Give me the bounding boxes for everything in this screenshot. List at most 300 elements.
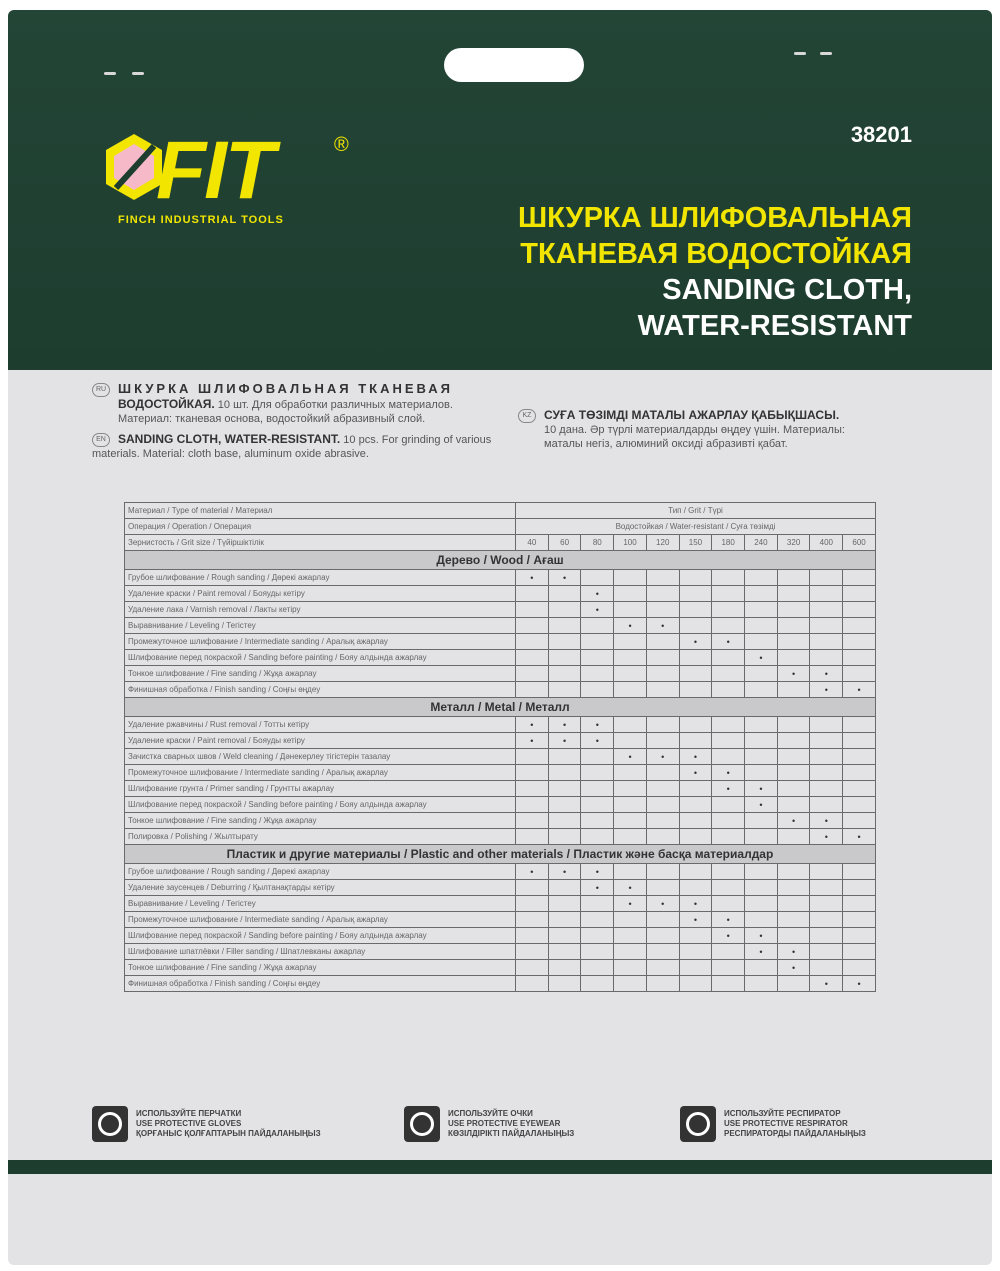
row-description: Грубое шлифование / Rough sanding / Дөрекі ажарлау: [125, 864, 516, 880]
fit-logo: [104, 125, 364, 240]
grit-cell: [843, 944, 876, 960]
table-row: [125, 602, 876, 618]
grit-cell: [777, 749, 810, 765]
table-row: [125, 896, 876, 912]
grit-cell: [679, 813, 712, 829]
grit-cell: [614, 960, 647, 976]
grit-cell: [810, 749, 843, 765]
seal-mark: [132, 72, 144, 75]
grit-cell: [516, 781, 549, 797]
product-package: [8, 10, 992, 1265]
grit-cell: [581, 960, 614, 976]
warning-line: USE PROTECTIVE GLOVES: [136, 1119, 242, 1128]
grit-cell: [614, 666, 647, 682]
grit-cell: [810, 896, 843, 912]
row-description: Промежуточное шлифование / Intermediate sanding / Аралық ажарлау: [125, 912, 516, 928]
grit-cell: [712, 749, 745, 765]
grit-cell: [581, 928, 614, 944]
grit-cell: [843, 960, 876, 976]
grit-cell: [679, 976, 712, 992]
grit-cell: [548, 682, 581, 698]
grit-cell: [843, 717, 876, 733]
grit-cell: [581, 896, 614, 912]
grit-cell: [548, 960, 581, 976]
grit-cell: [516, 618, 549, 634]
grit-mark: •: [810, 813, 843, 829]
grit-cell: [614, 797, 647, 813]
grit-cell: [843, 912, 876, 928]
grit-cell: [548, 829, 581, 845]
table-row: [125, 634, 876, 650]
grit-cell: [777, 781, 810, 797]
grit-cell: [679, 864, 712, 880]
goggles-icon: [404, 1106, 440, 1142]
grit-cell: [516, 666, 549, 682]
grit-mark: •: [777, 813, 810, 829]
grit-label: 180: [712, 535, 745, 551]
grit-cell: [712, 976, 745, 992]
table-row: [125, 650, 876, 666]
grit-mark: •: [745, 650, 778, 666]
grit-cell: [843, 896, 876, 912]
row-description: Удаление краски / Paint removal / Бояуды кетіру: [125, 586, 516, 602]
grit-cell: [679, 944, 712, 960]
grit-cell: [646, 682, 679, 698]
table-row: [125, 880, 876, 896]
grit-cell: [516, 976, 549, 992]
grit-cell: [712, 797, 745, 813]
grit-cell: [548, 813, 581, 829]
grit-cell: [843, 634, 876, 650]
grit-mark: •: [646, 618, 679, 634]
grit-cell: [810, 733, 843, 749]
grit-cell: [646, 586, 679, 602]
grit-cell: [548, 765, 581, 781]
grit-cell: [581, 944, 614, 960]
warning-line: ИСПОЛЬЗУЙТЕ РЕСПИРАТОР: [724, 1109, 841, 1118]
grit-cell: [777, 634, 810, 650]
grit-label: 240: [745, 535, 778, 551]
row-description: Шлифование шпатлёвки / Filler sanding / Шпатлевканы ажарлау: [125, 944, 516, 960]
article-number: 38201: [850, 122, 912, 147]
grit-cell: [646, 829, 679, 845]
grit-cell: [646, 960, 679, 976]
grit-cell: [548, 896, 581, 912]
grit-cell: [581, 813, 614, 829]
warning-line: USE PROTECTIVE EYEWEAR: [448, 1119, 561, 1128]
grit-label: 150: [679, 535, 712, 551]
title-ru-line-2: ТКАНЕВАЯ ВОДОСТОЙКАЯ: [520, 238, 912, 270]
grit-cell: [646, 765, 679, 781]
grit-cell: [516, 650, 549, 666]
grit-header-row: [125, 535, 876, 551]
grit-label: 60: [548, 535, 581, 551]
grit-cell: [810, 717, 843, 733]
grit-cell: [646, 813, 679, 829]
grit-cell: [614, 650, 647, 666]
logo-subtitle: FINCH INDUSTRIAL TOOLS: [118, 214, 284, 226]
grit-cell: [614, 602, 647, 618]
grit-mark: •: [712, 781, 745, 797]
grit-cell: [646, 912, 679, 928]
grit-mark: •: [679, 765, 712, 781]
header-group: Тип / Grit / Түрі: [516, 503, 876, 519]
product-title: [518, 200, 912, 344]
grit-cell: [581, 650, 614, 666]
grit-cell: [614, 864, 647, 880]
grit-cell: [712, 944, 745, 960]
grit-cell: [745, 749, 778, 765]
table-row: [125, 570, 876, 586]
grit-cell: [548, 944, 581, 960]
title-en-line-1: SANDING CLOTH,: [662, 274, 912, 306]
grit-cell: [548, 749, 581, 765]
grit-cell: [843, 602, 876, 618]
grit-cell: [581, 781, 614, 797]
grit-cell: [745, 813, 778, 829]
grit-mark: •: [843, 976, 876, 992]
grit-cell: [843, 650, 876, 666]
grit-cell: [712, 602, 745, 618]
section-title: Пластик и другие материалы / Plastic and other materials / Пластик және басқа материалдар: [125, 845, 876, 864]
grit-cell: [679, 797, 712, 813]
ru-lead: ШКУРКА ШЛИФОВАЛЬНАЯ ТКАНЕВАЯ: [118, 381, 454, 396]
grit-mark: •: [516, 570, 549, 586]
grit-mark: •: [712, 912, 745, 928]
grit-cell: [810, 586, 843, 602]
gloves-icon: [92, 1106, 128, 1142]
grit-label: 80: [581, 535, 614, 551]
grit-cell: [810, 960, 843, 976]
row-description: Выравнивание / Leveling / Тегістеу: [125, 618, 516, 634]
grit-cell: [679, 880, 712, 896]
grit-cell: [843, 666, 876, 682]
row-description: Промежуточное шлифование / Intermediate sanding / Аралық ажарлау: [125, 765, 516, 781]
section-row: [125, 551, 876, 570]
grit-cell: [777, 586, 810, 602]
row-description: Шлифование грунта / Primer sanding / Грунтты ажарлау: [125, 781, 516, 797]
grit-cell: [777, 765, 810, 781]
grit-cell: [581, 912, 614, 928]
grit-cell: [745, 602, 778, 618]
grit-mark: •: [777, 666, 810, 682]
grit-cell: [810, 928, 843, 944]
grit-cell: [614, 717, 647, 733]
grit-mark: •: [810, 682, 843, 698]
grit-cell: [810, 634, 843, 650]
grit-cell: [581, 682, 614, 698]
grit-cell: [810, 944, 843, 960]
grit-cell: [777, 896, 810, 912]
grit-cell: [712, 618, 745, 634]
grit-cell: [646, 864, 679, 880]
table-row: [125, 717, 876, 733]
row-description: Удаление заусенцев / Deburring / Қылтанақтарды кетіру: [125, 880, 516, 896]
grit-mark: •: [516, 717, 549, 733]
grit-cell: [679, 928, 712, 944]
row-description: Промежуточное шлифование / Intermediate sanding / Аралық ажарлау: [125, 634, 516, 650]
grit-mark: •: [548, 733, 581, 749]
warning-respirator: [680, 1106, 866, 1142]
table-row: [125, 586, 876, 602]
lang-badge-en: EN: [92, 433, 110, 447]
header-group: Водостойкая / Water-resistant / Суға төзімді: [516, 519, 876, 535]
grit-cell: [548, 976, 581, 992]
grit-cell: [745, 586, 778, 602]
grit-cell: [679, 618, 712, 634]
grit-cell: [810, 570, 843, 586]
grit-label: 400: [810, 535, 843, 551]
table-row: [125, 928, 876, 944]
grit-cell: [614, 976, 647, 992]
row-description: Шлифование перед покраской / Sanding before painting / Бояу алдында ажарлау: [125, 928, 516, 944]
grit-cell: [516, 896, 549, 912]
grit-cell: [777, 570, 810, 586]
grit-cell: [516, 880, 549, 896]
grit-cell: [679, 829, 712, 845]
hang-hole: [444, 48, 584, 82]
grit-cell: [712, 960, 745, 976]
grit-cell: [843, 781, 876, 797]
grit-cell: [843, 570, 876, 586]
grit-cell: [614, 912, 647, 928]
grit-cell: [745, 880, 778, 896]
grit-cell: [843, 880, 876, 896]
section-row: [125, 845, 876, 864]
grit-cell: [810, 781, 843, 797]
grit-cell: [810, 650, 843, 666]
grit-cell: [810, 864, 843, 880]
grit-cell: [548, 618, 581, 634]
row-description: Финишная обработка / Finish sanding / Соңғы өңдеу: [125, 976, 516, 992]
section-row: [125, 698, 876, 717]
table-row: [125, 618, 876, 634]
grit-cell: [614, 682, 647, 698]
seal-mark: [794, 52, 806, 55]
grit-cell: [843, 733, 876, 749]
grit-cell: [614, 944, 647, 960]
grit-label: 40: [516, 535, 549, 551]
row-description: Шлифование перед покраской / Sanding before painting / Бояу алдында ажарлау: [125, 797, 516, 813]
grit-cell: [843, 797, 876, 813]
warning-line: USE PROTECTIVE RESPIRATOR: [724, 1119, 848, 1128]
grit-cell: [712, 586, 745, 602]
lang-badge-kz: KZ: [518, 409, 536, 423]
grit-cell: [581, 829, 614, 845]
respirator-icon: [680, 1106, 716, 1142]
grit-cell: [548, 634, 581, 650]
grit-cell: [516, 813, 549, 829]
row-description: Полировка / Polishing / Жылтырату: [125, 829, 516, 845]
grit-cell: [679, 666, 712, 682]
grit-cell: [777, 880, 810, 896]
table-row: [125, 944, 876, 960]
grit-cell: [777, 717, 810, 733]
warning-line: КӨЗІЛДІРІКТІ ПАЙДАЛАНЫҢЫЗ: [448, 1129, 575, 1138]
ru-text: 10 шт. Для обработки различных материалов. Материал: тканевая основа, водостойкий абразивный слой.: [118, 399, 453, 426]
grit-mark: •: [745, 928, 778, 944]
grit-cell: [679, 586, 712, 602]
row-description: Грубое шлифование / Rough sanding / Дөрекі ажарлау: [125, 570, 516, 586]
description-ru-en: [92, 382, 502, 461]
grit-cell: [843, 618, 876, 634]
grit-cell: [745, 912, 778, 928]
grit-cell: [843, 749, 876, 765]
table-row: [125, 912, 876, 928]
grit-cell: [679, 602, 712, 618]
warning-line: РЕСПИРАТОРДЫ ПАЙДАЛАНЫҢЫЗ: [724, 1129, 866, 1138]
grit-cell: [548, 650, 581, 666]
table-header-row: [125, 519, 876, 535]
grit-mark: •: [614, 880, 647, 896]
grit-cell: [516, 797, 549, 813]
grit-cell: [679, 682, 712, 698]
warning-line: ҚОРҒАНЫС ҚОЛҒАПТАРЫН ПАЙДАЛАНЫҢЫЗ: [136, 1129, 321, 1138]
row-description: Выравнивание / Leveling / Тегістеу: [125, 896, 516, 912]
grit-label: 600: [843, 535, 876, 551]
grit-mark: •: [516, 864, 549, 880]
grit-cell: [712, 880, 745, 896]
en-lead: SANDING CLOTH, WATER-RESISTANT.: [118, 432, 341, 447]
grit-cell: [614, 733, 647, 749]
title-en-line-2: WATER-RESISTANT: [637, 310, 912, 342]
grit-cell: [516, 765, 549, 781]
ru-lead-2: ВОДОСТОЙКАЯ.: [118, 397, 215, 412]
warning-goggles: [404, 1106, 574, 1142]
grit-cell: [548, 928, 581, 944]
grit-cell: [646, 976, 679, 992]
grit-cell: [745, 733, 778, 749]
grit-cell: [777, 733, 810, 749]
table-row: [125, 960, 876, 976]
grit-mark: •: [712, 765, 745, 781]
row-description: Удаление краски / Paint removal / Бояуды кетіру: [125, 733, 516, 749]
row-description: Тонкое шлифование / Fine sanding / Жұқа ажарлау: [125, 960, 516, 976]
grit-mark: •: [810, 976, 843, 992]
grit-cell: [548, 797, 581, 813]
grit-cell: [646, 717, 679, 733]
grit-cell: [581, 634, 614, 650]
row-description: Удаление ржавчины / Rust removal / Тотты кетіру: [125, 717, 516, 733]
grit-cell: [843, 586, 876, 602]
grit-cell: [581, 666, 614, 682]
row-description: Тонкое шлифование / Fine sanding / Жұқа ажарлау: [125, 666, 516, 682]
grit-cell: [712, 829, 745, 845]
grit-mark: •: [581, 733, 614, 749]
grit-cell: [614, 813, 647, 829]
grit-cell: [712, 682, 745, 698]
grit-cell: [679, 733, 712, 749]
description-kz: [518, 408, 878, 451]
grit-cell: [712, 666, 745, 682]
registered-mark: ®: [334, 134, 349, 156]
grit-cell: [548, 586, 581, 602]
grit-mark: •: [810, 666, 843, 682]
grit-cell: [712, 813, 745, 829]
grit-cell: [516, 602, 549, 618]
grit-cell: [516, 829, 549, 845]
grit-cell: [581, 570, 614, 586]
hexagon-logo-icon: [104, 132, 164, 202]
table-row: [125, 797, 876, 813]
grit-cell: [581, 976, 614, 992]
grit-mark: •: [581, 880, 614, 896]
grit-cell: [810, 912, 843, 928]
grit-cell: [614, 634, 647, 650]
row-description: Зачистка сварных швов / Weld cleaning / Дәнекерлеу тігістерін тазалау: [125, 749, 516, 765]
grit-cell: [646, 650, 679, 666]
grit-mark: •: [712, 928, 745, 944]
grit-cell: [614, 586, 647, 602]
table-row: [125, 733, 876, 749]
grit-cell: [745, 829, 778, 845]
grit-mark: •: [679, 634, 712, 650]
grit-mark: •: [548, 570, 581, 586]
table-row: [125, 976, 876, 992]
grit-cell: [646, 570, 679, 586]
grit-cell: [745, 976, 778, 992]
grit-cell: [745, 618, 778, 634]
lang-badge-ru: RU: [92, 383, 110, 397]
grit-cell: [646, 602, 679, 618]
grit-mark: •: [745, 797, 778, 813]
grit-cell: [646, 928, 679, 944]
logo-wordmark: FIT: [156, 125, 273, 216]
grit-cell: [777, 650, 810, 666]
section-title: Дерево / Wood / Ағаш: [125, 551, 876, 570]
grit-cell: [679, 570, 712, 586]
grit-cell: [745, 570, 778, 586]
grit-cell: [777, 682, 810, 698]
grit-cell: [843, 765, 876, 781]
grit-cell: [777, 829, 810, 845]
grit-cell: [843, 864, 876, 880]
warning-gloves: [92, 1106, 321, 1142]
grit-cell: [646, 634, 679, 650]
grit-cell: [843, 928, 876, 944]
grit-mark: •: [581, 586, 614, 602]
seal-mark: [104, 72, 116, 75]
warning-line: ИСПОЛЬЗУЙТЕ ПЕРЧАТКИ: [136, 1109, 242, 1118]
table-row: [125, 813, 876, 829]
grit-cell: [777, 864, 810, 880]
grit-cell: [679, 960, 712, 976]
grit-label: 320: [777, 535, 810, 551]
en-text: 10 pcs. For grinding of various materials. Material: cloth base, aluminum oxide abrasive.: [92, 434, 492, 461]
grit-mark: •: [810, 829, 843, 845]
grit-mark: •: [581, 717, 614, 733]
grit-cell: [548, 880, 581, 896]
grit-cell: [646, 797, 679, 813]
grit-cell: [548, 602, 581, 618]
grit-mark: •: [646, 749, 679, 765]
table-row: [125, 682, 876, 698]
grit-cell: [516, 944, 549, 960]
grit-cell: [614, 570, 647, 586]
kz-text: 10 дана. Әр түрлі материалдарды өңдеу үшін. Материалы: маталы негіз, алюминий оксиді абразивті қабат.: [544, 424, 845, 451]
table-header-row: [125, 503, 876, 519]
grit-cell: [810, 880, 843, 896]
grit-cell: [581, 618, 614, 634]
grit-cell: [810, 797, 843, 813]
grit-cell: [646, 944, 679, 960]
grit-mark: •: [646, 896, 679, 912]
grit-cell: [581, 749, 614, 765]
title-ru-line-1: ШКУРКА ШЛИФОВАЛЬНАЯ: [517, 202, 912, 234]
grit-cell: [712, 864, 745, 880]
grit-cell: [516, 912, 549, 928]
table-row: [125, 781, 876, 797]
